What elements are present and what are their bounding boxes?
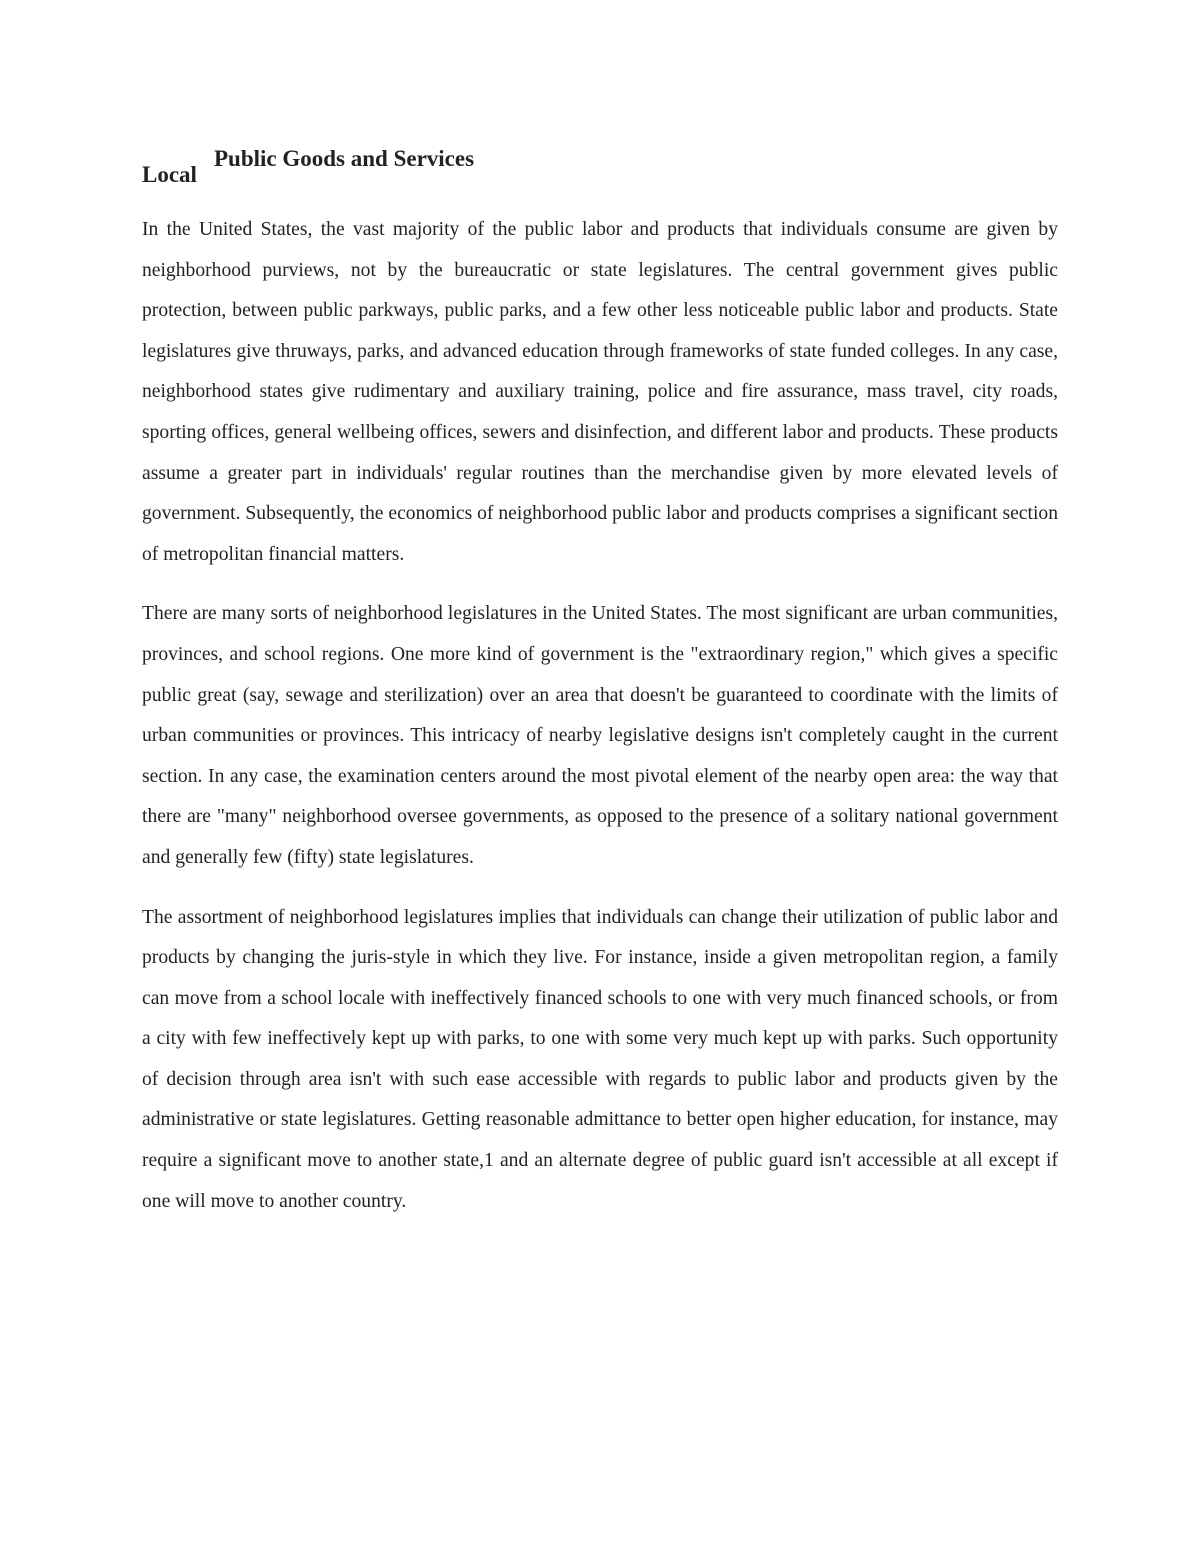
document-title [142, 146, 1058, 194]
title-main: Public Goods and Services [214, 146, 475, 171]
document-page [142, 146, 1058, 1241]
paragraph-2: There are many sorts of neighborhood legislatures in the United States. The most significant are urban communities, provinces, and school regions. One more kind of government is the "extraordinary region," which gives a specific public great (say, sewage and sterilization) over an area that doesn't be guaranteed to coordinate with the limits of urban communities or provinces. This intricacy of nearby legislative designs isn't completely caught in the current section. In any case, the examination centers around the most pivotal element of the nearby open area: the way that there are "many" neighborhood oversee governments, as opposed to the presence of a solitary national government and generally few (fifty) state legislatures. [142, 603, 1058, 868]
paragraph-1: In the United States, the vast majority of the public labor and products that individuals consume are given by neighborhood purviews, not by the bureaucratic or state legislatures. The central government gives public protection, between public parkways, public parks, and a few other less noticeable public labor and products. State legislatures give thruways, parks, and advanced education through frameworks of state funded colleges. In any case, neighborhood states give rudimentary and auxiliary training, police and fire assurance, mass travel, city roads, sporting offices, general wellbeing offices, sewers and disinfection, and different labor and products. These products assume a greater part in individuals' regular routines than the merchandise given by more elevated levels of government. Subsequently, the economics of neighborhood public labor and products comprises a significant section of metropolitan financial matters. [142, 219, 1058, 565]
title-local: Local [142, 162, 197, 187]
paragraph-3: The assortment of neighborhood legislatures implies that individuals can change their utilization of public labor and products by changing the juris-style in which they live. For instance, inside a given metropolitan region, a family can move from a school locale with ineffectively financed schools to one with very much financed schools, or from a city with few ineffectively kept up with parks, to one with some very much kept up with parks. Such opportunity of decision through area isn't with such ease accessible with regards to public labor and products given by the administrative or state legislatures. Getting reasonable admittance to better open higher education, for instance, may require a significant move to another state,1 and an alternate degree of public guard isn't accessible at all except if one will move to another country. [142, 906, 1058, 1212]
